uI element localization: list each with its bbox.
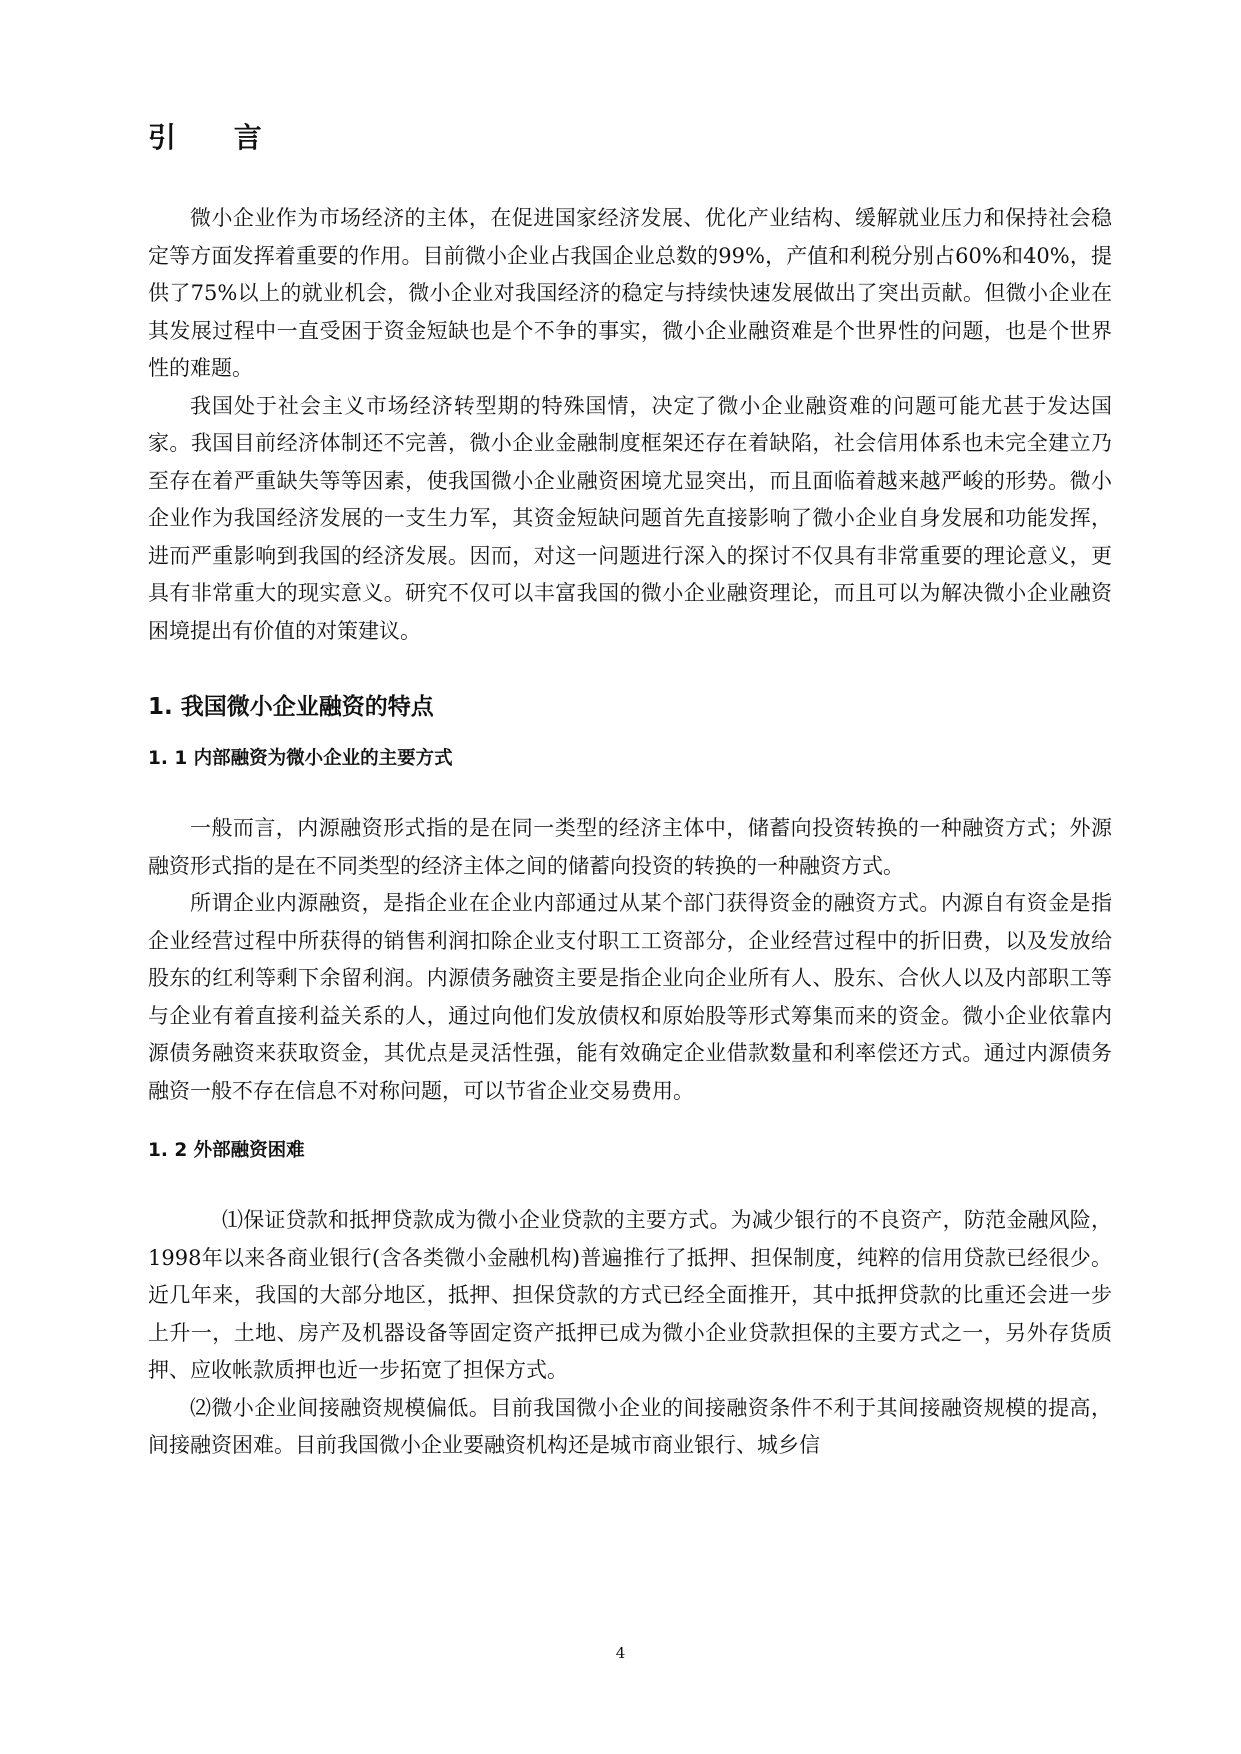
section-1-1-paragraph-2: 所谓企业内源融资，是指企业在企业内部通过从某个部门获得资金的融资方式。内源自有资金是指企业经营过程中所获得的销售利润扣除企业支付职工工资部分，企业经营过程中的折旧费，以及发放给股东的红利等剩下余留利润。内源债务融资主要是指企业向企业所有人、股东、合伙人以及内部职工等与企业有着直接利益关系的人，通过向他们发放债权和原始股等形式筹集而来的资金。微小企业依靠内源债务融资来获取资金，其优点是灵活性强，能有效确定企业借款数量和利率偿还方式。通过内源债务融资一般不存在信息不对称问题，可以节省企业交易费用。 — [148, 891, 1112, 1103]
section-1-2-paragraph-1: ⑴保证贷款和抵押贷款成为微小企业贷款的主要方式。为减少银行的不良资产，防范金融风险，1998年以来各商业银行(含各类微小金融机构)普遍推行了抵押、担保制度，纯粹的信用贷款已经很少。近几年来，我国的大部分地区，抵押、担保贷款的方式已经全面推开，其中抵押贷款的比重还会进一步上升一，土地、房产及机器设备等固定资产抵押已成为微小企业贷款担保的主要方式之一，另外存货质押、应收帐款质押也近一步拓宽了担保方式。 — [148, 1208, 1112, 1382]
intro-paragraph-2: 我国处于社会主义市场经济转型期的特殊国情，决定了微小企业融资难的问题可能尤甚于发达国家。我国目前经济体制还不完善，微小企业金融制度框架还存在着缺陷，社会信用体系也未完全建立乃至存在着严重缺失等等因素，使我国微小企业融资困境尤显突出，而且面临着越来越严峻的形势。微小企业作为我国经济发展的一支生力军，其资金短缺问题首先直接影响了微小企业自身发展和功能发挥，进而严重影响到我国的经济发展。因而，对这一问题进行深入的探讨不仅具有非常重要的理论意义，更具有非常重大的现实意义。研究不仅可以丰富我国的微小企业融资理论，而且可以为解决微小企业融资困境提出有价值的对策建议。 — [148, 393, 1112, 643]
intro-title: 引 言 — [148, 121, 286, 154]
section-1-1-heading: 1. 1 内部融资为微小企业的主要方式 — [148, 748, 453, 769]
section-1-2-heading: 1. 2 外部融资困难 — [148, 1140, 305, 1161]
section-1-1-paragraph-1: 一般而言，内源融资形式指的是在同一类型的经济主体中，储蓄向投资转换的一种融资方式；外源融资形式指的是在不同类型的经济主体之间的储蓄向投资的转换的一种融资方式。 — [148, 816, 1112, 878]
intro-paragraph-1: 微小企业作为市场经济的主体，在促进国家经济发展、优化产业结构、缓解就业压力和保持社会稳定等方面发挥着重要的作用。目前微小企业占我国企业总数的99%，产值和利税分别占60%和40%，提供了75%以上的就业机会，微小企业对我国经济的稳定与持续快速发展做出了突出贡献。但微小企业在其发展过程中一直受困于资金短缺也是个不争的事实，微小企业融资难是个世界性的问题，也是个世界性的难题。 — [148, 206, 1112, 380]
section-1-2-paragraph-2: ⑵微小企业间接融资规模偏低。目前我国微小企业的间接融资条件不利于其间接融资规模的提高，间接融资困难。目前我国微小企业要融资机构还是城市商业银行、城乡信 — [148, 1395, 1112, 1457]
page-content — [148, 118, 1112, 1465]
page-number: 4 — [615, 1644, 626, 1662]
section-1-heading: 1. 我国微小企业融资的特点 — [148, 694, 434, 720]
